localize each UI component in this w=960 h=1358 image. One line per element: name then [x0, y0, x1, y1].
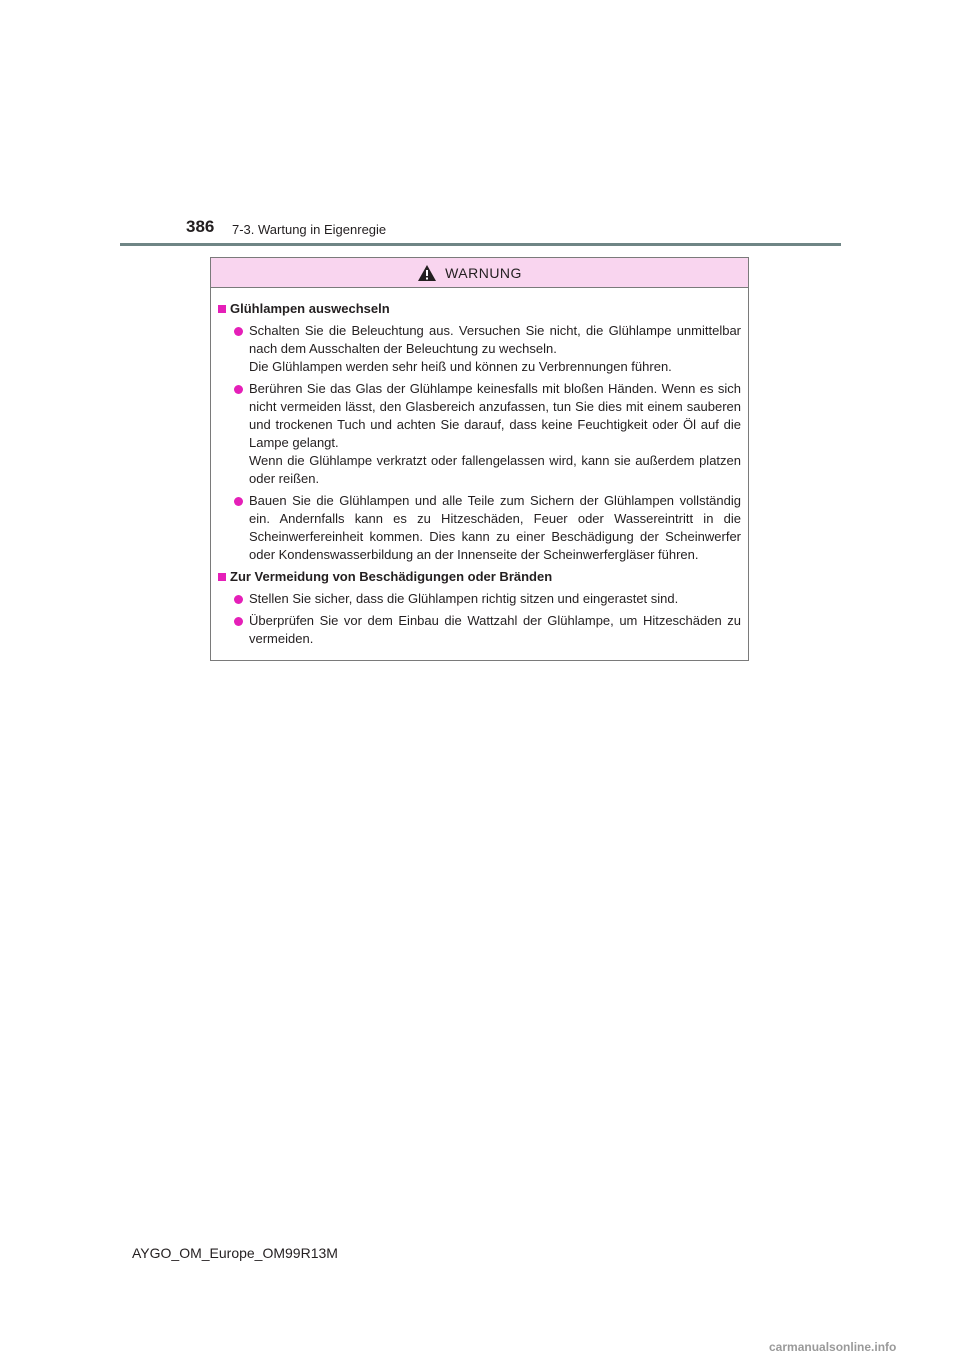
- warning-body: [211, 288, 748, 648]
- warning-title: WARNUNG: [445, 264, 522, 281]
- round-bullet-icon: [234, 617, 243, 626]
- page-number: 386: [186, 217, 215, 236]
- warning-header: [211, 258, 748, 288]
- header-divider: [120, 243, 841, 246]
- list-item: [234, 492, 741, 564]
- list-item: [234, 322, 741, 376]
- warning-box: [210, 257, 749, 661]
- round-bullet-icon: [234, 385, 243, 394]
- list-item-text: Die Glühlampen werden sehr heiß und können zu Verbrennungen führen.: [249, 359, 672, 374]
- section-heading: [218, 568, 741, 586]
- section-title: 7-3. Wartung in Eigenregie: [232, 222, 387, 237]
- square-bullet-icon: [218, 573, 226, 581]
- square-bullet-icon: [218, 305, 226, 313]
- section-heading-text: Glühlampen auswechseln: [230, 301, 390, 316]
- warning-triangle-icon: [417, 264, 437, 282]
- list-item: [234, 612, 741, 648]
- list-item: [234, 590, 741, 608]
- document-id: AYGO_OM_Europe_OM99R13M: [132, 1245, 338, 1261]
- list-item-text: Schalten Sie die Beleuchtung aus. Versuchen Sie nicht, die Glühlampe unmittelbar nach dem Ausschalten der Beleuchtung zu wechseln.: [249, 323, 741, 356]
- list-item-text: Berühren Sie das Glas der Glühlampe keinesfalls mit bloßen Händen. Wenn es sich nicht vermeiden lässt, den Glasbereich anzufassen, tun Sie dies mit einem sauberen und trockenen Tuch und achten Sie darauf, dass keine Feuchtigkeit oder Öl auf die Lampe gelangt.: [249, 381, 741, 450]
- watermark: carmanualsonline.info: [769, 1340, 897, 1354]
- list-item-text: Überprüfen Sie vor dem Einbau die Wattzahl der Glühlampe, um Hitzeschäden zu vermeiden.: [249, 613, 741, 646]
- round-bullet-icon: [234, 595, 243, 604]
- list-item-text: Bauen Sie die Glühlampen und alle Teile zum Sichern der Glühlampen vollständig ein. Andernfalls kann es zu Hitzeschäden, Feuer oder Wassereintritt in die Scheinwerfereinheit kommen. Dies kann zu einer Beschädigung der Scheinwerfer oder Kondenswasserbildung an der Innenseite der Scheinwerfergläser führen.: [249, 493, 741, 562]
- round-bullet-icon: [234, 497, 243, 506]
- section-heading: [218, 300, 741, 318]
- list-item: [234, 380, 741, 488]
- list-item-text: Stellen Sie sicher, dass die Glühlampen richtig sitzen und eingerastet sind.: [249, 591, 679, 606]
- section-heading-text: Zur Vermeidung von Beschädigungen oder Bränden: [230, 569, 553, 584]
- list-item-text: Wenn die Glühlampe verkratzt oder fallengelassen wird, kann sie außerdem platzen oder reißen.: [249, 453, 741, 486]
- round-bullet-icon: [234, 327, 243, 336]
